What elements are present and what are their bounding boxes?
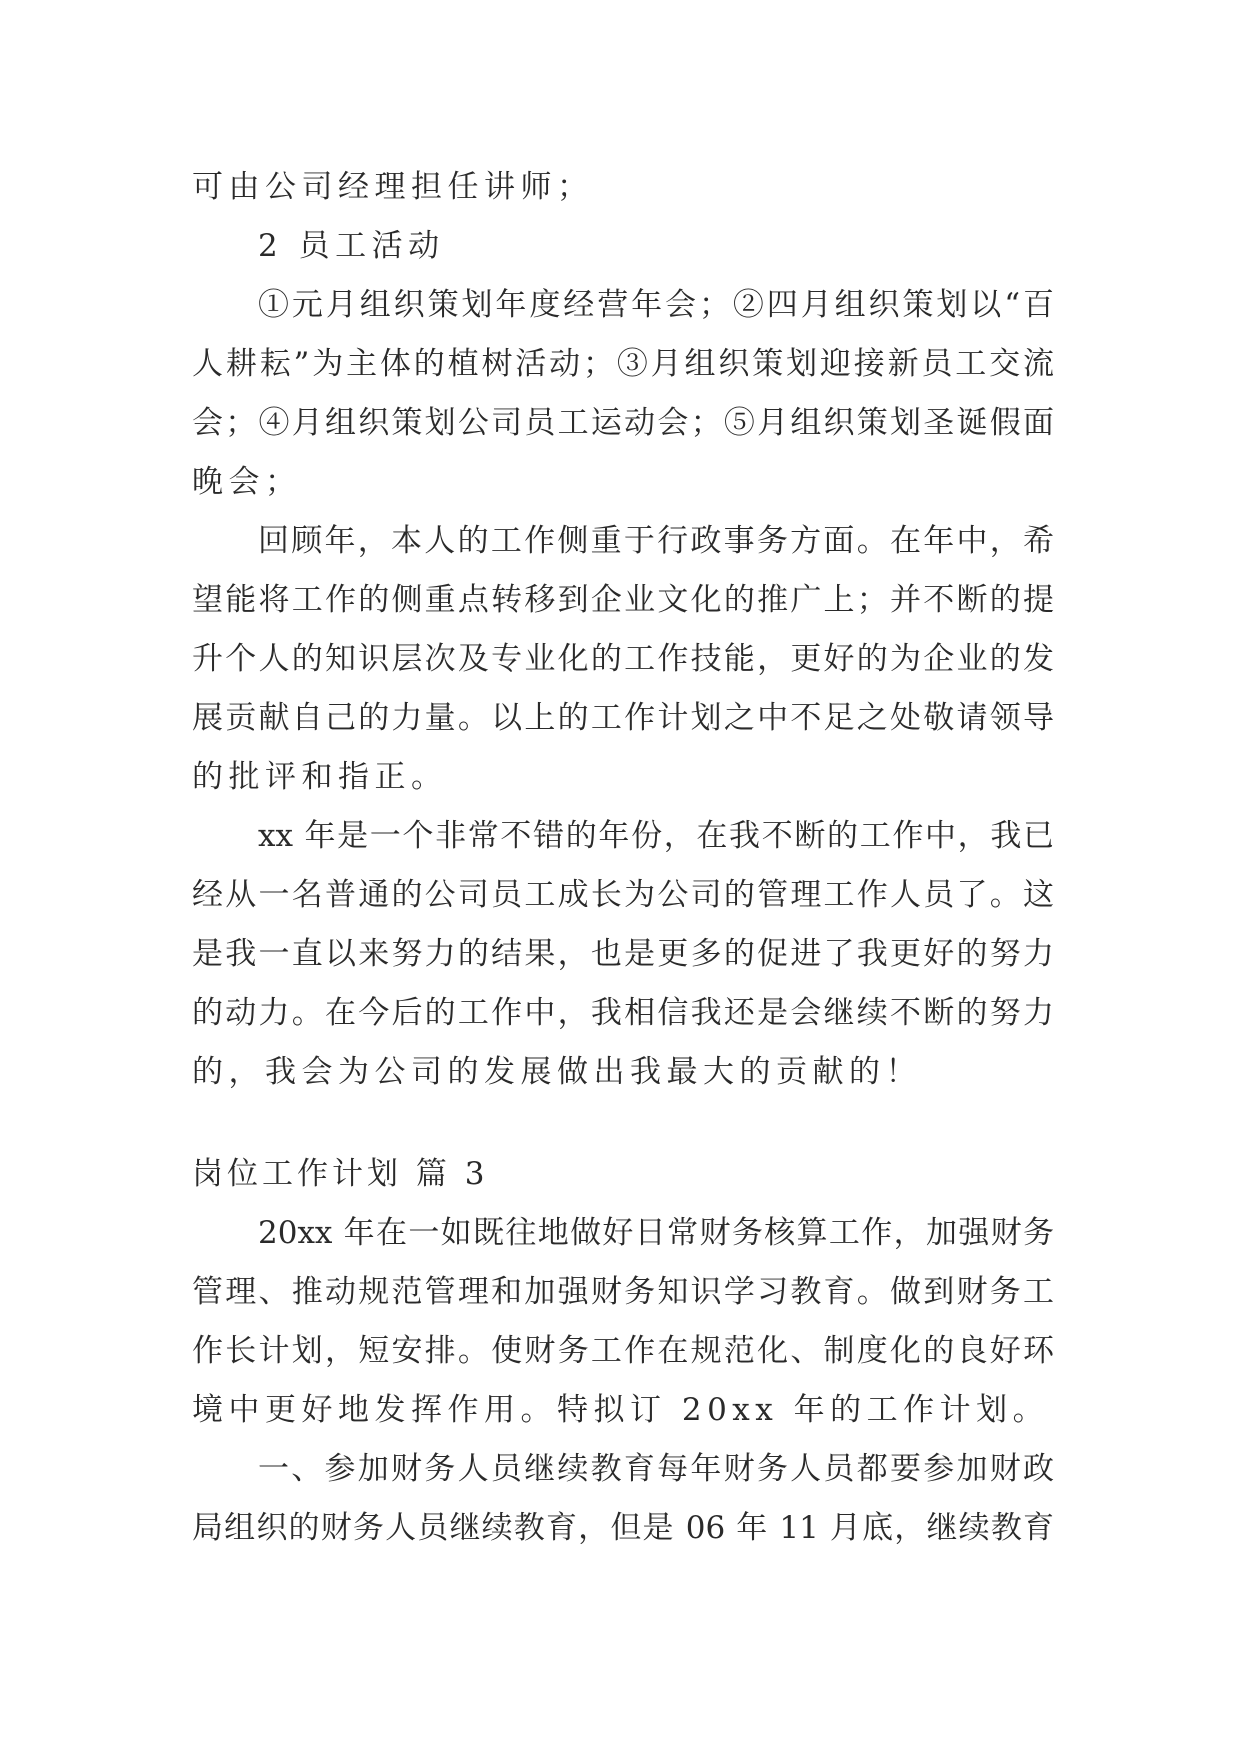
text-line: 会；④月组织策划公司员工运动会；⑤月组织策划圣诞假面 <box>192 405 1054 441</box>
text-line: 展贡献自己的力量。以上的工作计划之中不足之处敬请领导 <box>192 700 1054 736</box>
text-line: 可由公司经理担任讲师； <box>192 169 594 205</box>
text-line: 升个人的知识层次及专业化的工作技能，更好的为企业的发 <box>192 641 1054 677</box>
text-line: ①元月组织策划年度经营年会；②四月组织策划以“百 <box>258 287 1054 323</box>
text-line: 回顾年，本人的工作侧重于行政事务方面。在年中，希 <box>258 523 1054 559</box>
text-line: 境中更好地发挥作用。特拟订 20xx 年的工作计划。 <box>192 1392 1050 1428</box>
text-line: 经从一名普通的公司员工成长为公司的管理工作人员了。这 <box>192 877 1054 913</box>
section-title: 岗位工作计划 篇 3 <box>192 1156 489 1192</box>
text-line: 的，我会为公司的发展做出我最大的贡献的！ <box>192 1054 922 1090</box>
text-line: 人耕耘”为主体的植树活动；③月组织策划迎接新员工交流 <box>192 346 1054 382</box>
document-page <box>192 158 1054 1558</box>
text-line: 20xx 年在一如既往地做好日常财务核算工作，加强财务 <box>258 1215 1054 1251</box>
text-line: 的批评和指正。 <box>192 759 448 795</box>
text-line: 是我一直以来努力的结果，也是更多的促进了我更好的努力 <box>192 936 1054 972</box>
text-line: 晚会； <box>192 464 302 500</box>
text-line: xx 年是一个非常不错的年份，在我不断的工作中，我已 <box>258 818 1054 854</box>
section-heading-staff-activities: 2 员工活动 <box>258 228 445 264</box>
text-line: 一、参加财务人员继续教育每年财务人员都要参加财政 <box>258 1451 1054 1487</box>
text-line: 的动力。在今后的工作中，我相信我还是会继续不断的努力 <box>192 995 1054 1031</box>
text-line: 作长计划，短安排。使财务工作在规范化、制度化的良好环 <box>192 1333 1054 1369</box>
text-line: 望能将工作的侧重点转移到企业文化的推广上；并不断的提 <box>192 582 1054 618</box>
text-line: 局组织的财务人员继续教育，但是 06 年 11 月底，继续教育 <box>192 1510 1054 1546</box>
section-gap <box>192 1102 1054 1145</box>
text-line: 管理、推动规范管理和加强财务知识学习教育。做到财务工 <box>192 1274 1054 1310</box>
